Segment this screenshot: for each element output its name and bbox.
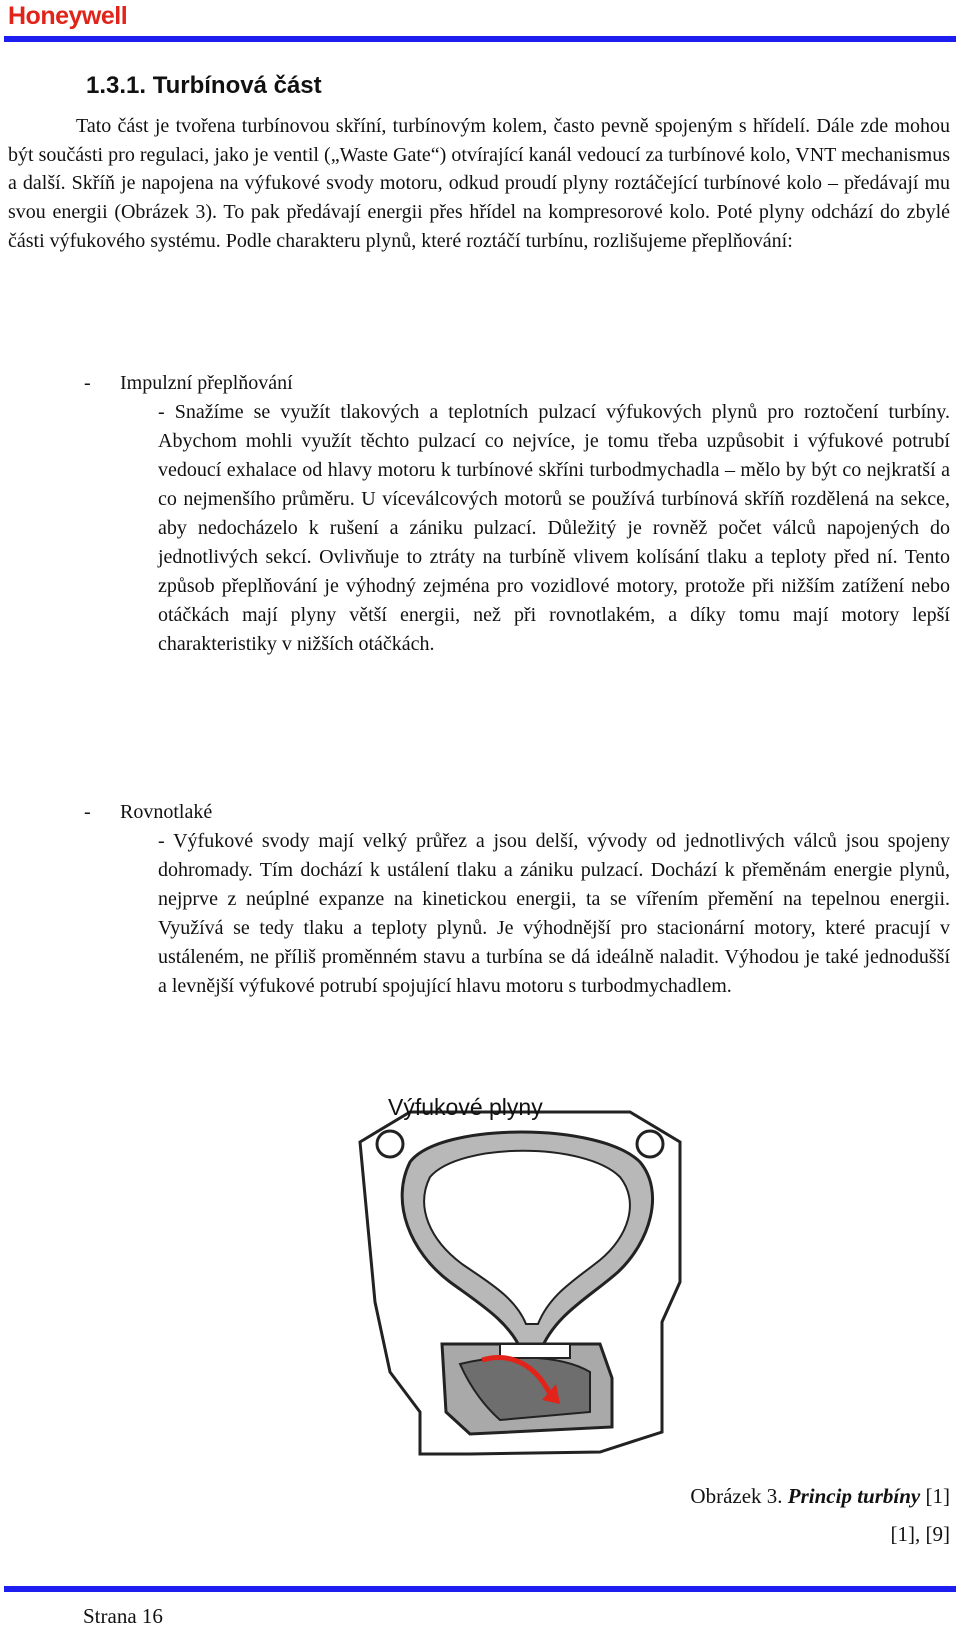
- caption-ref: [1]: [925, 1484, 950, 1508]
- list-item-text: - Snažíme se využít tlakových a teplotních pulzací výfukových plynů pro roztočení turbíny. Abychom mohli využít těchto pulzací co nejvíce, je tomu třeba uzpůsobit i výfukové potrubí vedoucí exhalace od hlavy motoru k turbínové skříni turbodmychadla – mělo by být co nejkratší a co nejmenšího průměru. U víceválcových motorů se používá turbínová skříň rozdělená na sekce, aby nedocházelo k rušení a zániku pulzací. Důležitý je rovněž počet válců napojených do jednotlivých sekcí. Ovlivňuje to ztráty na turbíně vlivem kolísání tlaku a teploty před ní. Tento způsob přeplňování je výhodný zejména pro vozidlové motory, protože při nižším zatížení nebo otáčkách mají plyny větší energii, než při rovnotlakém, a díky tomu mají motory lepší charakteristiky v nižších otáčkách.: [158, 401, 950, 655]
- header-rule: [4, 36, 956, 42]
- intro-paragraph: Tato část je tvořena turbínovou skříní, turbínovým kolem, často pevně spojeným s hřídelí. Dále zde mohou být součásti pro regulaci, jako je ventil („Waste Gate“) otvírající kanál vedoucí za turbínové kolo, VNT mechanismus a další. Skříň je napojena na výfukové svody motoru, odkud proudí plyny roztáčející turbínové kolo – předávají mu svou energii (Obrázek 3). To pak předávají energii přes hřídel na kompresorové kolo. Poté plyny odchází do zbylé části výfukového systému. Podle charakteru plynů, které roztáčí turbínu, rozlišujeme přeplňování:: [8, 115, 950, 252]
- section-heading: 1.3.1. Turbínová část: [86, 72, 322, 99]
- list-dash: -: [84, 372, 91, 394]
- list-item-impulse: [84, 369, 950, 659]
- figure-label: Výfukové plyny: [388, 1094, 543, 1120]
- list-item-title: Impulzní přeplňování: [120, 372, 293, 394]
- honeywell-logo: Honeywell: [8, 2, 128, 30]
- caption-title: Princip turbíny: [787, 1484, 921, 1508]
- list-item-text: - Výfukové svody mají velký průřez a jsou delší, vývody od jednotlivých válců jsou spojeny dohromady. Tím dochází k ustálení tlaku a zániku pulzací. Dochází k přeměnám energie plynů, nejprve z neúplné expanze na kinetickou energii, ta se vířením přemění na tepelnou energii. Využívá se tedy tlaku a teploty plynů. Je výhodnější pro stacionární motory, které pracují v ustáleném, ne příliš proměnném stavu a turbína se dá ideálně naladit. Výhodou je také jednodušší a levnější výfukové potrubí spojující hlavu motoru s turbodmychadlem.: [158, 830, 950, 997]
- references: [1], [9]: [890, 1522, 950, 1546]
- list-dash: -: [84, 801, 91, 823]
- turbine-diagram: [350, 1082, 690, 1464]
- figure-caption: [690, 1484, 950, 1509]
- caption-prefix: Obrázek 3.: [690, 1484, 783, 1508]
- footer-rule: [4, 1586, 956, 1592]
- list-item-title: Rovnotlaké: [120, 801, 213, 823]
- page-number: Strana 16: [83, 1604, 163, 1628]
- list-item-constant-pressure: [84, 798, 950, 1001]
